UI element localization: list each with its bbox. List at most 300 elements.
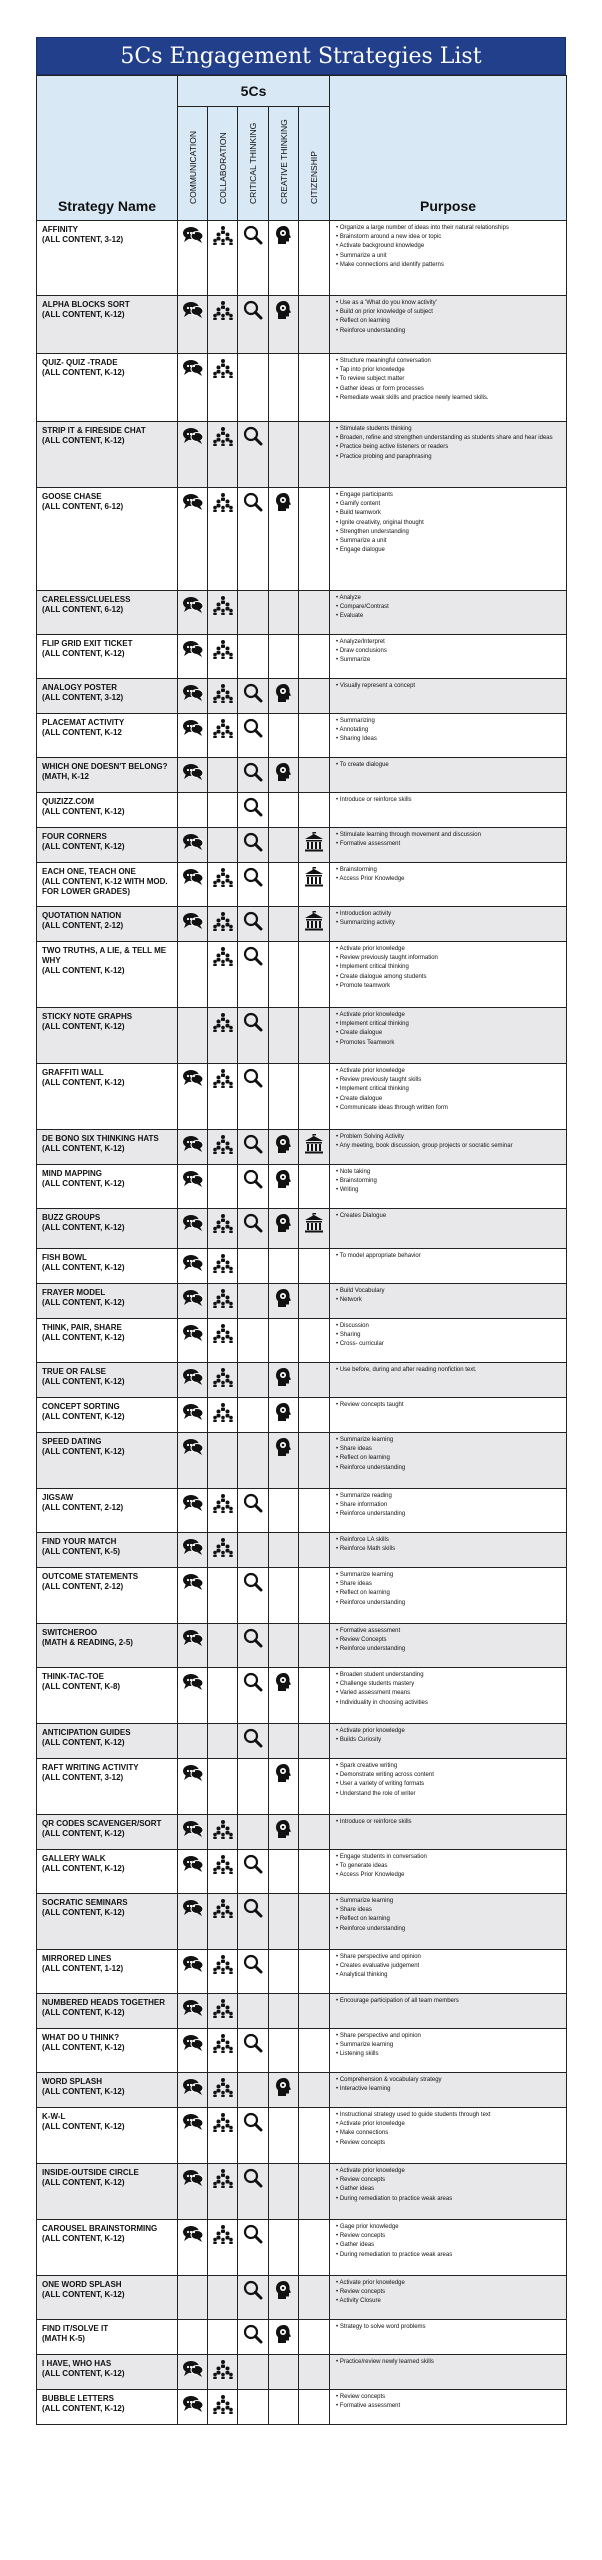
page-title: 5Cs Engagement Strategies List: [36, 37, 566, 75]
table-row: [37, 591, 567, 635]
bullet: •: [336, 1916, 340, 1923]
purpose-text: Reinforce Math skills: [339, 1546, 396, 1553]
five-cs-cell: [269, 1064, 299, 1130]
five-cs-cell: [238, 1533, 269, 1568]
purpose-text: Engage participants: [339, 492, 393, 498]
speech-bubbles-icon: [182, 307, 204, 324]
people-pyramid-icon: [212, 307, 234, 324]
five-cs-cell: [178, 1994, 208, 2029]
purpose-text: Share ideas: [339, 1446, 372, 1453]
five-cs-cell: [269, 488, 299, 591]
people-pyramid-icon: [212, 1826, 234, 1843]
speech-bubbles-icon: [182, 725, 204, 742]
bullet: •: [336, 2177, 340, 2184]
strategy-name-cell: [37, 907, 178, 942]
magnifier-icon: [242, 1635, 264, 1652]
strategy-name: THINK-TAC-TOE: [42, 1672, 104, 1681]
bullet: •: [336, 394, 340, 401]
five-cs-cell: [238, 296, 269, 354]
speech-bubbles-icon: [182, 1444, 204, 1461]
purpose-text: Gather ideas or form processes: [339, 385, 424, 392]
strategy-name: SPEED DATING: [42, 1437, 102, 1446]
speech-bubbles-icon: [182, 499, 204, 516]
purpose-item: [336, 1287, 562, 1296]
bullet: •: [336, 1772, 340, 1779]
head-gear-icon: [273, 1770, 295, 1787]
purpose-item: [336, 252, 562, 261]
purpose-item: [336, 327, 562, 336]
purpose-text: Network: [339, 1297, 362, 1304]
five-cs-cell: [208, 1950, 238, 1994]
strategy-content-grade: (ALL CONTENT, K-12): [42, 1829, 125, 1838]
five-cs-cell: [299, 2073, 330, 2108]
purpose-item: [336, 954, 562, 963]
strategy-name-cell: [37, 1165, 178, 1209]
purpose-cell: [330, 1209, 567, 1249]
purpose-text: Visually represent a concept: [339, 683, 416, 689]
magnifier-icon: [242, 874, 264, 891]
purpose-cell: [330, 1284, 567, 1319]
purpose-item: [336, 2050, 562, 2059]
bullet: •: [336, 1690, 340, 1697]
strategy-name-cell: [37, 828, 178, 863]
five-cs-cell: [299, 635, 330, 679]
five-cs-cell: [178, 488, 208, 591]
strategy-name-cell: [37, 2320, 178, 2355]
bullet: •: [336, 604, 340, 611]
purpose-item: [336, 224, 562, 233]
purpose-item: [336, 1039, 562, 1048]
magnifier-icon: [242, 1141, 264, 1158]
purpose-item: [336, 1871, 562, 1880]
table-row: [37, 828, 567, 863]
strategy-content-grade: (ALL CONTENT, K-12): [42, 966, 125, 975]
five-cs-cell: [208, 1850, 238, 1894]
strategy-content-grade: (ALL CONTENT, K-12): [42, 2369, 125, 2378]
table-row: [37, 793, 567, 828]
bullet: •: [336, 426, 340, 432]
five-cs-cell: [269, 1894, 299, 1950]
speech-bubbles-icon: [182, 918, 204, 935]
five-cs-cell: [178, 2390, 208, 2425]
five-cs-cell: [238, 1624, 269, 1668]
purpose-text: Sharing: [339, 1332, 361, 1339]
five-cs-cell: [178, 679, 208, 714]
purpose-text: Create dialogue: [339, 1030, 383, 1037]
strategy-content-grade: (ALL CONTENT, 2-12): [42, 1503, 124, 1512]
five-cs-cell: [299, 1850, 330, 1894]
purpose-item: [336, 1177, 562, 1186]
five-cs-cell: [299, 758, 330, 793]
bullet: •: [336, 2195, 340, 2202]
purpose-item: [336, 1186, 562, 1195]
five-cs-cell: [178, 2073, 208, 2108]
magnifier-icon: [242, 232, 264, 249]
purpose-text: Activate prior knowledge: [339, 2121, 405, 2128]
table-row: [37, 1249, 567, 1284]
bullet: •: [336, 1572, 340, 1578]
strategy-name-cell: [37, 863, 178, 907]
purpose-item: [336, 1492, 562, 1501]
five-cs-cell: [208, 2355, 238, 2390]
purpose-text: To model appropriate behavior: [339, 1253, 421, 1259]
strategy-name-cell: [37, 1008, 178, 1064]
bullet: •: [336, 358, 340, 364]
five-cs-cell: [208, 2029, 238, 2073]
strategy-name-cell: [37, 1433, 178, 1489]
purpose-text: Share information: [339, 1502, 388, 1509]
purpose-item: [336, 1212, 562, 1221]
speech-bubbles-icon: [182, 690, 204, 707]
purpose-text: Sharing Ideas: [339, 736, 377, 743]
strategy-content-grade: (ALL CONTENT, K-12): [42, 1738, 125, 1747]
purpose-item: [336, 963, 562, 972]
purpose-text: Brainstorm around a new idea or topic: [339, 234, 442, 241]
strategy-name: FIND IT/SOLVE IT: [42, 2324, 109, 2333]
five-cs-cell: [178, 1668, 208, 1724]
bullet: •: [336, 2324, 340, 2330]
five-cs-cell: [178, 828, 208, 863]
purpose-text: Build on prior knowledge of subject: [339, 309, 433, 316]
five-cs-cell: [299, 2108, 330, 2164]
five-cs-cell: [238, 2320, 269, 2355]
bullet: •: [336, 2033, 340, 2039]
five-cs-cell: [208, 2164, 238, 2220]
bullet: •: [336, 309, 340, 316]
purpose-item: [336, 1464, 562, 1473]
bullet: •: [336, 867, 340, 873]
strategy-name: GOOSE CHASE: [42, 492, 102, 501]
purpose-cell: [330, 1165, 567, 1209]
purpose-item: [336, 2279, 562, 2288]
strategy-name-cell: [37, 1894, 178, 1950]
five-cs-cell: [178, 1568, 208, 1624]
table-row: [37, 1008, 567, 1064]
purpose-text: Create dialogue: [339, 1095, 383, 1102]
column-header-creative-thinking: [269, 107, 299, 221]
purpose-item: [336, 1818, 562, 1827]
purpose-item: [336, 443, 562, 452]
purpose-item: [336, 491, 562, 500]
purpose-item: [336, 1589, 562, 1598]
strategy-name-cell: [37, 1398, 178, 1433]
five-cs-cell: [178, 1894, 208, 1950]
purpose-cell: [330, 422, 567, 488]
purpose-text: Summarizing: [339, 718, 375, 724]
five-cs-cell: [299, 1668, 330, 1724]
five-cs-cell: [299, 1815, 330, 1850]
purpose-item: [336, 425, 562, 434]
five-cs-cell: [238, 2164, 269, 2220]
purpose-item: [336, 796, 562, 805]
purpose-item: [336, 2129, 562, 2138]
purpose-text: Analyze/Interpret: [339, 639, 385, 645]
table-row: [37, 2164, 567, 2220]
purpose-text: Implement critical thinking: [339, 1086, 409, 1093]
bullet: •: [336, 683, 340, 689]
purpose-item: [336, 2358, 562, 2367]
purpose-item: [336, 1085, 562, 1094]
purpose-text: Access Prior Knowledge: [339, 876, 405, 883]
bullet: •: [336, 876, 340, 883]
purpose-text: Access Prior Knowledge: [339, 1872, 405, 1879]
purpose-text: Activate prior knowledge: [339, 1728, 405, 1734]
purpose-item: [336, 2402, 562, 2411]
five-cs-cell: [178, 2320, 208, 2355]
people-pyramid-icon: [212, 2231, 234, 2248]
purpose-item: [336, 1020, 562, 1029]
five-cs-cell: [299, 1724, 330, 1759]
purpose-item: [336, 366, 562, 375]
purpose-item: [336, 1971, 562, 1980]
purpose-cell: [330, 758, 567, 793]
five-cs-cell: [269, 1624, 299, 1668]
five-cs-cell: [178, 942, 208, 1008]
purpose-text: Summarize a unit: [339, 538, 387, 545]
purpose-item: [336, 1699, 562, 1708]
five-cs-cell: [178, 1363, 208, 1398]
strategy-name-cell: [37, 1363, 178, 1398]
speech-bubbles-icon: [182, 365, 204, 382]
purpose-cell: [330, 714, 567, 758]
purpose-text: Annotating: [339, 727, 369, 734]
speech-bubbles-icon: [182, 2175, 204, 2192]
purpose-text: Summarize learning: [339, 1898, 394, 1904]
purpose-text: Reinforce understanding: [339, 1464, 406, 1471]
purpose-item: [336, 1445, 562, 1454]
bullet: •: [336, 946, 340, 952]
bullet: •: [336, 1872, 340, 1879]
five-cs-cell: [208, 863, 238, 907]
five-cs-cell: [208, 1994, 238, 2029]
five-cs-cell: [269, 354, 299, 422]
bullet: •: [336, 435, 340, 442]
table-row: [37, 2320, 567, 2355]
five-cs-cell: [299, 591, 330, 635]
speech-bubbles-icon: [182, 1770, 204, 1787]
magnifier-icon: [242, 953, 264, 970]
purpose-item: [336, 594, 562, 603]
purpose-item: [336, 973, 562, 982]
purpose-item: [336, 394, 562, 403]
bullet: •: [336, 657, 340, 664]
magnifier-icon: [242, 1176, 264, 1193]
people-pyramid-icon: [212, 2119, 234, 2136]
strategy-name: WORD SPLASH: [42, 2077, 102, 2086]
five-cs-cell: [208, 296, 238, 354]
purpose-text: Reflect on learning: [339, 1455, 390, 1462]
five-cs-cell: [269, 2355, 299, 2390]
five-cs-cell: [238, 488, 269, 591]
table-row: [37, 1363, 567, 1398]
strategy-name-cell: [37, 422, 178, 488]
purpose-item: [336, 1331, 562, 1340]
five-cs-cell: [178, 296, 208, 354]
speech-bubbles-icon: [182, 602, 204, 619]
bullet: •: [336, 1819, 340, 1825]
five-cs-cell: [299, 1130, 330, 1165]
purpose-cell: [330, 2073, 567, 2108]
bullet: •: [336, 492, 340, 498]
purpose-item: [336, 1736, 562, 1745]
five-cs-cell: [299, 907, 330, 942]
purpose-cell: [330, 793, 567, 828]
building-icon: [303, 918, 325, 935]
magnifier-icon: [242, 690, 264, 707]
strategy-content-grade: (ALL CONTENT, K-12): [42, 649, 125, 658]
strategy-content-grade: (ALL CONTENT, K-12): [42, 1377, 125, 1386]
strategy-name-cell: [37, 1668, 178, 1724]
strategy-name: EACH ONE, TEACH ONE: [42, 867, 136, 876]
five-cs-cell: [299, 1533, 330, 1568]
purpose-cell: [330, 1894, 567, 1950]
column-header-label: COLLABORATION: [217, 132, 228, 204]
bullet: •: [336, 1169, 340, 1175]
five-cs-cell: [299, 1284, 330, 1319]
purpose-cell: [330, 1130, 567, 1165]
strategy-name: PLACEMAT ACTIVITY: [42, 718, 125, 727]
purpose-text: Draw conclusions: [339, 648, 387, 655]
strategy-content-grade: (ALL CONTENT, K-12): [42, 1263, 125, 1272]
purpose-item: [336, 919, 562, 928]
five-cs-cell: [269, 2108, 299, 2164]
head-gear-icon: [273, 1826, 295, 1843]
bullet: •: [336, 1599, 340, 1606]
strategy-content-grade: (ALL CONTENT, 6-12): [42, 502, 124, 511]
purpose-cell: [330, 1668, 567, 1724]
strategy-name-header: Strategy Name: [37, 76, 178, 221]
bullet: •: [336, 1628, 340, 1634]
bullet: •: [336, 1699, 340, 1706]
speech-bubbles-icon: [182, 646, 204, 663]
table-row: [37, 1759, 567, 1815]
five-cs-cell: [299, 1319, 330, 1363]
purpose-item: [336, 1953, 562, 1962]
purpose-item: [336, 1401, 562, 1410]
five-cs-cell: [238, 1950, 269, 1994]
bullet: •: [336, 973, 340, 980]
head-gear-icon: [273, 1374, 295, 1391]
five-cs-cell: [178, 1165, 208, 1209]
strategy-content-grade: (ALL CONTENT, 2-12): [42, 921, 124, 930]
purpose-text: Introduce or reinforce skills: [339, 1819, 412, 1825]
purpose-item: [336, 1853, 562, 1862]
purpose-item: [336, 2085, 562, 2094]
strategy-name: TRUE OR FALSE: [42, 1367, 107, 1376]
five-cs-cell: [208, 1008, 238, 1064]
strategy-name: SOCRATIC SEMINARS: [42, 1898, 128, 1907]
bullet: •: [336, 2359, 340, 2365]
purpose-cell: [330, 1249, 567, 1284]
strategy-content-grade: (ALL CONTENT, 3-12): [42, 235, 124, 244]
speech-bubbles-icon: [182, 232, 204, 249]
bullet: •: [336, 2251, 340, 2258]
purpose-item: [336, 603, 562, 612]
purpose-item: [336, 726, 562, 735]
five-cs-cell: [269, 2220, 299, 2276]
five-cs-cell: [238, 1319, 269, 1363]
strategy-name-cell: [37, 1249, 178, 1284]
purpose-text: Activity Closure: [339, 2298, 381, 2305]
bullet: •: [336, 1781, 340, 1788]
purpose-cell: [330, 1850, 567, 1894]
five-cs-cell: [208, 1433, 238, 1489]
five-cs-cell: [208, 758, 238, 793]
purpose-item: [336, 1104, 562, 1113]
table-row: [37, 1433, 567, 1489]
purpose-item: [336, 1997, 562, 2006]
strategy-name: MIND MAPPING: [42, 1169, 102, 1178]
strategy-content-grade: (ALL CONTENT, K-12): [42, 368, 125, 377]
purpose-text: Make connections: [339, 2130, 389, 2137]
strategy-content-grade: (ALL CONTENT, K-12): [42, 2008, 125, 2017]
five-cs-cell: [238, 1284, 269, 1319]
purpose-text: Share ideas: [339, 1581, 372, 1588]
strategy-content-grade: (ALL CONTENT, K-12): [42, 436, 125, 445]
five-cs-cell: [208, 793, 238, 828]
bullet: •: [336, 1095, 340, 1102]
purpose-text: Practice probing and paraphrasing: [339, 453, 432, 460]
purpose-text: Tap into prior knowledge: [339, 367, 405, 374]
purpose-item: [336, 1862, 562, 1871]
people-pyramid-icon: [212, 2040, 234, 2057]
purpose-cell: [330, 1759, 567, 1815]
head-gear-icon: [273, 499, 295, 516]
purpose-text: Reinforce understanding: [339, 1599, 406, 1606]
strategy-content-grade: (ALL CONTENT, K-12): [42, 1078, 125, 1087]
five-cs-cell: [299, 714, 330, 758]
purpose-item: [336, 2241, 562, 2250]
purpose-cell: [330, 942, 567, 1008]
strategy-name-cell: [37, 1489, 178, 1533]
purpose-item: [336, 357, 562, 366]
strategy-name-cell: [37, 1568, 178, 1624]
strategy-name: INSIDE-OUTSIDE CIRCLE: [42, 2168, 139, 2177]
five-cs-cell: [238, 1008, 269, 1064]
table-row: [37, 1994, 567, 2029]
strategy-name-cell: [37, 714, 178, 758]
people-pyramid-icon: [212, 2401, 234, 2418]
table-row: [37, 1568, 567, 1624]
five-cs-cell: [178, 1850, 208, 1894]
purpose-text: Discussion: [339, 1323, 369, 1329]
purpose-cell: [330, 863, 567, 907]
purpose-item: [336, 308, 562, 317]
purpose-text: Comprehension & vocabulary strategy: [339, 2077, 442, 2083]
speech-bubbles-icon: [182, 1679, 204, 1696]
purpose-item: [336, 1906, 562, 1915]
purpose-item: [336, 840, 562, 849]
table-row: [37, 2355, 567, 2390]
five-cs-cell: [299, 1398, 330, 1433]
purpose-text: Ignite creativity, original thought: [339, 519, 424, 526]
bullet: •: [336, 510, 340, 517]
five-cs-cell: [269, 942, 299, 1008]
column-header-critical-thinking: [238, 107, 269, 221]
purpose-text: Make connections and identify patterns: [339, 261, 444, 268]
five-cs-cell: [269, 758, 299, 793]
purpose-cell: [330, 354, 567, 422]
strategy-name-cell: [37, 1759, 178, 1815]
five-cs-cell: [178, 635, 208, 679]
table-row: [37, 863, 567, 907]
five-cs-cell: [208, 422, 238, 488]
bullet: •: [336, 1077, 340, 1084]
strategy-content-grade: (ALL CONTENT, K-12): [42, 2043, 125, 2052]
head-gear-icon: [273, 2084, 295, 2101]
people-pyramid-icon: [212, 1861, 234, 1878]
purpose-text: Stimulate learning through movement and discussion: [339, 832, 481, 838]
